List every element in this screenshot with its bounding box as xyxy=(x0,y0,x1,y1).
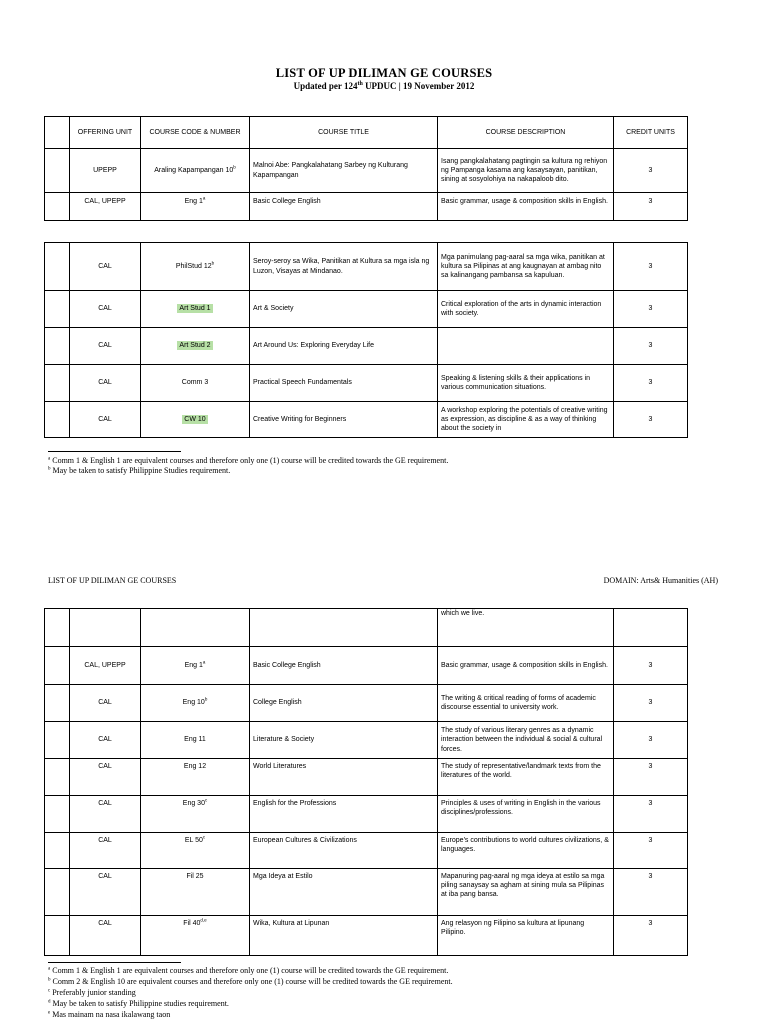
course-title: Art Around Us: Exploring Everyday Life xyxy=(250,328,438,365)
course-title: Literature & Society xyxy=(250,722,438,759)
footnote-text: Comm 1 & English 1 are equivalent courses and therefore only one (1) course will be credited towards the GE requirement. xyxy=(50,456,449,465)
offering-unit: CAL xyxy=(70,291,141,328)
footnote-mark: b xyxy=(233,164,236,170)
offering-unit: CAL xyxy=(70,402,141,438)
footnote xyxy=(48,999,229,1009)
credit-units: 3 xyxy=(614,685,688,722)
footnote-mark: a xyxy=(202,659,206,665)
footnote-mark: c xyxy=(204,797,208,803)
header-credit-units: CREDIT UNITS xyxy=(614,117,688,149)
course-table-2 xyxy=(44,242,688,438)
course-code xyxy=(141,291,250,328)
course-code xyxy=(141,402,250,438)
course-title: Malnoi Abe: Pangkalahatang Sarbey ng Kulturang Kapampangan xyxy=(250,149,438,193)
credit-units: 3 xyxy=(614,759,688,796)
subtitle-post: UPDUC | 19 November 2012 xyxy=(362,81,475,91)
page-title: LIST OF UP DILIMAN GE COURSES xyxy=(275,66,493,80)
footnote xyxy=(48,988,136,998)
course-code-text: Fil 40 xyxy=(183,920,201,927)
course-title: Wika, Kultura at Lipunan xyxy=(250,916,438,956)
footnote-text: Preferably junior standing xyxy=(50,988,136,997)
offering-unit: CAL xyxy=(70,869,141,916)
table-row xyxy=(45,869,688,916)
table-row xyxy=(45,243,688,291)
offering-unit: UPEPP xyxy=(70,149,141,193)
footnote-mark: a xyxy=(202,195,206,201)
credit-units: 3 xyxy=(614,796,688,833)
course-code xyxy=(141,916,250,956)
course-description: Principles & uses of writing in English in the various disciplines/professions. xyxy=(438,796,614,833)
course-title: Art & Society xyxy=(250,291,438,328)
footnote xyxy=(48,1010,170,1020)
table-row xyxy=(45,609,688,647)
table-row xyxy=(45,149,688,193)
page2-header-left: LIST OF UP DILIMAN GE COURSES xyxy=(48,576,177,585)
credit-units: 3 xyxy=(614,647,688,685)
offering-unit: CAL, UPEPP xyxy=(70,647,141,685)
footnote-divider xyxy=(48,451,181,452)
footnote-mark: c xyxy=(202,834,206,840)
credit-units: 3 xyxy=(614,149,688,193)
course-code-text: Comm 3 xyxy=(181,379,209,387)
course-title: Basic College English xyxy=(250,193,438,221)
offering-unit: CAL xyxy=(70,365,141,402)
course-code-text: Art Stud 2 xyxy=(179,342,211,350)
credit-units: 3 xyxy=(614,243,688,291)
footnote-mark: b xyxy=(48,977,51,983)
footnote xyxy=(48,977,453,987)
credit-units: 3 xyxy=(614,365,688,402)
offering-unit: CAL xyxy=(70,722,141,759)
offering-unit: CAL xyxy=(70,328,141,365)
credit-units: 3 xyxy=(614,402,688,438)
course-description xyxy=(438,328,614,365)
course-code-text: Eng 10 xyxy=(182,699,205,707)
header-course-code: COURSE CODE & NUMBER xyxy=(141,117,250,149)
course-description: Basic grammar, usage & composition skills in English. xyxy=(438,193,614,221)
footnote xyxy=(48,966,448,976)
credit-units: 3 xyxy=(614,833,688,869)
footnote-mark: c xyxy=(48,988,51,994)
header-course-title: COURSE TITLE xyxy=(250,117,438,149)
footnote-mark: b xyxy=(48,466,51,472)
credit-units: 3 xyxy=(614,869,688,916)
course-title: Creative Writing for Beginners xyxy=(250,402,438,438)
offering-unit: CAL xyxy=(70,685,141,722)
course-title: World Literatures xyxy=(250,759,438,796)
credit-units: 3 xyxy=(614,291,688,328)
page2-header-right: DOMAIN: Arts& Humanities (AH) xyxy=(603,576,718,585)
course-code xyxy=(141,722,250,759)
course-title: European Cultures & Civilizations xyxy=(250,833,438,869)
table-row xyxy=(45,916,688,956)
page-subtitle xyxy=(0,81,768,91)
course-code-text: CW 10 xyxy=(184,415,206,423)
course-code xyxy=(141,243,250,291)
course-description: which we live. xyxy=(438,609,614,647)
course-description: Ang relasyon ng Filipino sa kultura at lipunang Pilipino. xyxy=(438,916,614,956)
table-row xyxy=(45,796,688,833)
course-description: The writing & critical reading of forms of academic discourse essential to university work. xyxy=(438,685,614,722)
course-code xyxy=(141,833,250,869)
course-code-text: Art Stud 1 xyxy=(179,305,211,313)
footnote-text: Mas mainam na nasa ikalawang taon xyxy=(50,1010,171,1019)
course-code-text: Eng 1 xyxy=(184,198,203,205)
course-description: Speaking & listening skills & their applications in various communication situations. xyxy=(438,365,614,402)
table-row xyxy=(45,759,688,796)
course-code xyxy=(141,647,250,685)
table-row xyxy=(45,365,688,402)
course-code-text: Fil 25 xyxy=(186,873,204,880)
footnote-mark: b xyxy=(211,260,215,266)
course-code xyxy=(141,328,250,365)
course-code-text: Eng 11 xyxy=(184,736,206,744)
course-code-text: Eng 12 xyxy=(183,763,207,770)
header-course-description: COURSE DESCRIPTION xyxy=(438,117,614,149)
credit-units: 3 xyxy=(614,722,688,759)
course-description: Mga panimulang pag-aaral sa mga wika, panitikan at kultura sa Pilipinas at ang kaugnayan at ambag nito sa kalinangang pambansa sa kapuluan. xyxy=(438,243,614,291)
course-table-1 xyxy=(44,116,688,221)
offering-unit: CAL xyxy=(70,243,141,291)
footnote xyxy=(48,466,230,476)
course-code-text: EL 50 xyxy=(184,837,203,844)
course-code xyxy=(141,365,250,402)
table-row xyxy=(45,328,688,365)
offering-unit: CAL xyxy=(70,759,141,796)
course-title: Mga Ideya at Estilo xyxy=(250,869,438,916)
footnote-text: May be taken to satisfy Philippine Studies requirement. xyxy=(50,466,231,475)
subtitle-pre: Updated per 124 xyxy=(293,81,358,91)
course-code xyxy=(141,193,250,221)
credit-units: 3 xyxy=(614,328,688,365)
table-row xyxy=(45,722,688,759)
credit-units: 3 xyxy=(614,193,688,221)
course-description: Europe's contributions to world cultures civilizations, & languages. xyxy=(438,833,614,869)
footnote-text: May be taken to satisfy Philippine studies requirement. xyxy=(50,999,229,1008)
table-row xyxy=(45,291,688,328)
table-row xyxy=(45,685,688,722)
table-row xyxy=(45,647,688,685)
table-row xyxy=(45,193,688,221)
footnote-mark: d xyxy=(48,999,51,1005)
footnote-divider xyxy=(48,962,181,963)
footnote-mark: e xyxy=(48,1010,51,1016)
course-description: Isang pangkalahatang pagtingin sa kultura ng rehiyon ng Pampanga kasama ang kasaysayan, panitikan, sining at sosyolohiya na nakapaloob dito. xyxy=(438,149,614,193)
course-code-text: Eng 30 xyxy=(182,800,205,807)
table-row xyxy=(45,833,688,869)
course-description: Critical exploration of the arts in dynamic interaction with society. xyxy=(438,291,614,328)
footnote-mark: a xyxy=(48,456,51,462)
offering-unit: CAL xyxy=(70,916,141,956)
footnote-mark: b xyxy=(204,697,208,703)
course-title: Seroy-seroy sa Wika, Panitikan at Kultura sa mga isla ng Luzon, Visayas at Mindanao. xyxy=(250,243,438,291)
offering-unit: CAL, UPEPP xyxy=(70,193,141,221)
course-description: The study of representative/landmark texts from the literatures of the world. xyxy=(438,759,614,796)
course-title: Practical Speech Fundamentals xyxy=(250,365,438,402)
course-description: Mapanuring pag-aaral ng mga ideya at estilo sa mga piling sanaysay sa agham at sining mula sa Pilipinas at iba pang bansa. xyxy=(438,869,614,916)
table-row xyxy=(45,402,688,438)
course-table-3 xyxy=(44,608,688,956)
course-title: Basic College English xyxy=(250,647,438,685)
course-code xyxy=(141,685,250,722)
footnote xyxy=(48,456,448,466)
footnote-text: Comm 2 & English 10 are equivalent courses and therefore only one (1) course will be credited towards the GE requirement. xyxy=(50,977,453,986)
course-description: A workshop exploring the potentials of creative writing as expression, as discipline & as a way of thinking about the society in xyxy=(438,402,614,438)
footnote-mark: a xyxy=(48,966,51,972)
course-code xyxy=(141,759,250,796)
course-code xyxy=(141,149,250,193)
course-code-text: PhilStud 12 xyxy=(175,262,212,270)
course-code-text: Eng 1 xyxy=(184,661,203,669)
course-code xyxy=(141,869,250,916)
course-code-text: Araling Kapampangan 10 xyxy=(154,166,234,174)
credit-units: 3 xyxy=(614,916,688,956)
subtitle-sup: th xyxy=(357,81,363,87)
footnote-text: Comm 1 & English 1 are equivalent courses and therefore only one (1) course will be credited towards the GE requirement. xyxy=(50,966,449,975)
course-description: Basic grammar, usage & composition skills in English. xyxy=(438,647,614,685)
course-title: English for the Professions xyxy=(250,796,438,833)
footnote-mark: d,e xyxy=(200,917,207,923)
offering-unit: CAL xyxy=(70,796,141,833)
offering-unit: CAL xyxy=(70,833,141,869)
header-offering-unit: OFFERING UNIT xyxy=(70,117,141,149)
course-title: College English xyxy=(250,685,438,722)
table-header-row xyxy=(45,117,688,149)
course-description: The study of various literary genres as a dynamic interaction between the individual & social & cultural forces. xyxy=(438,722,614,759)
course-code xyxy=(141,796,250,833)
